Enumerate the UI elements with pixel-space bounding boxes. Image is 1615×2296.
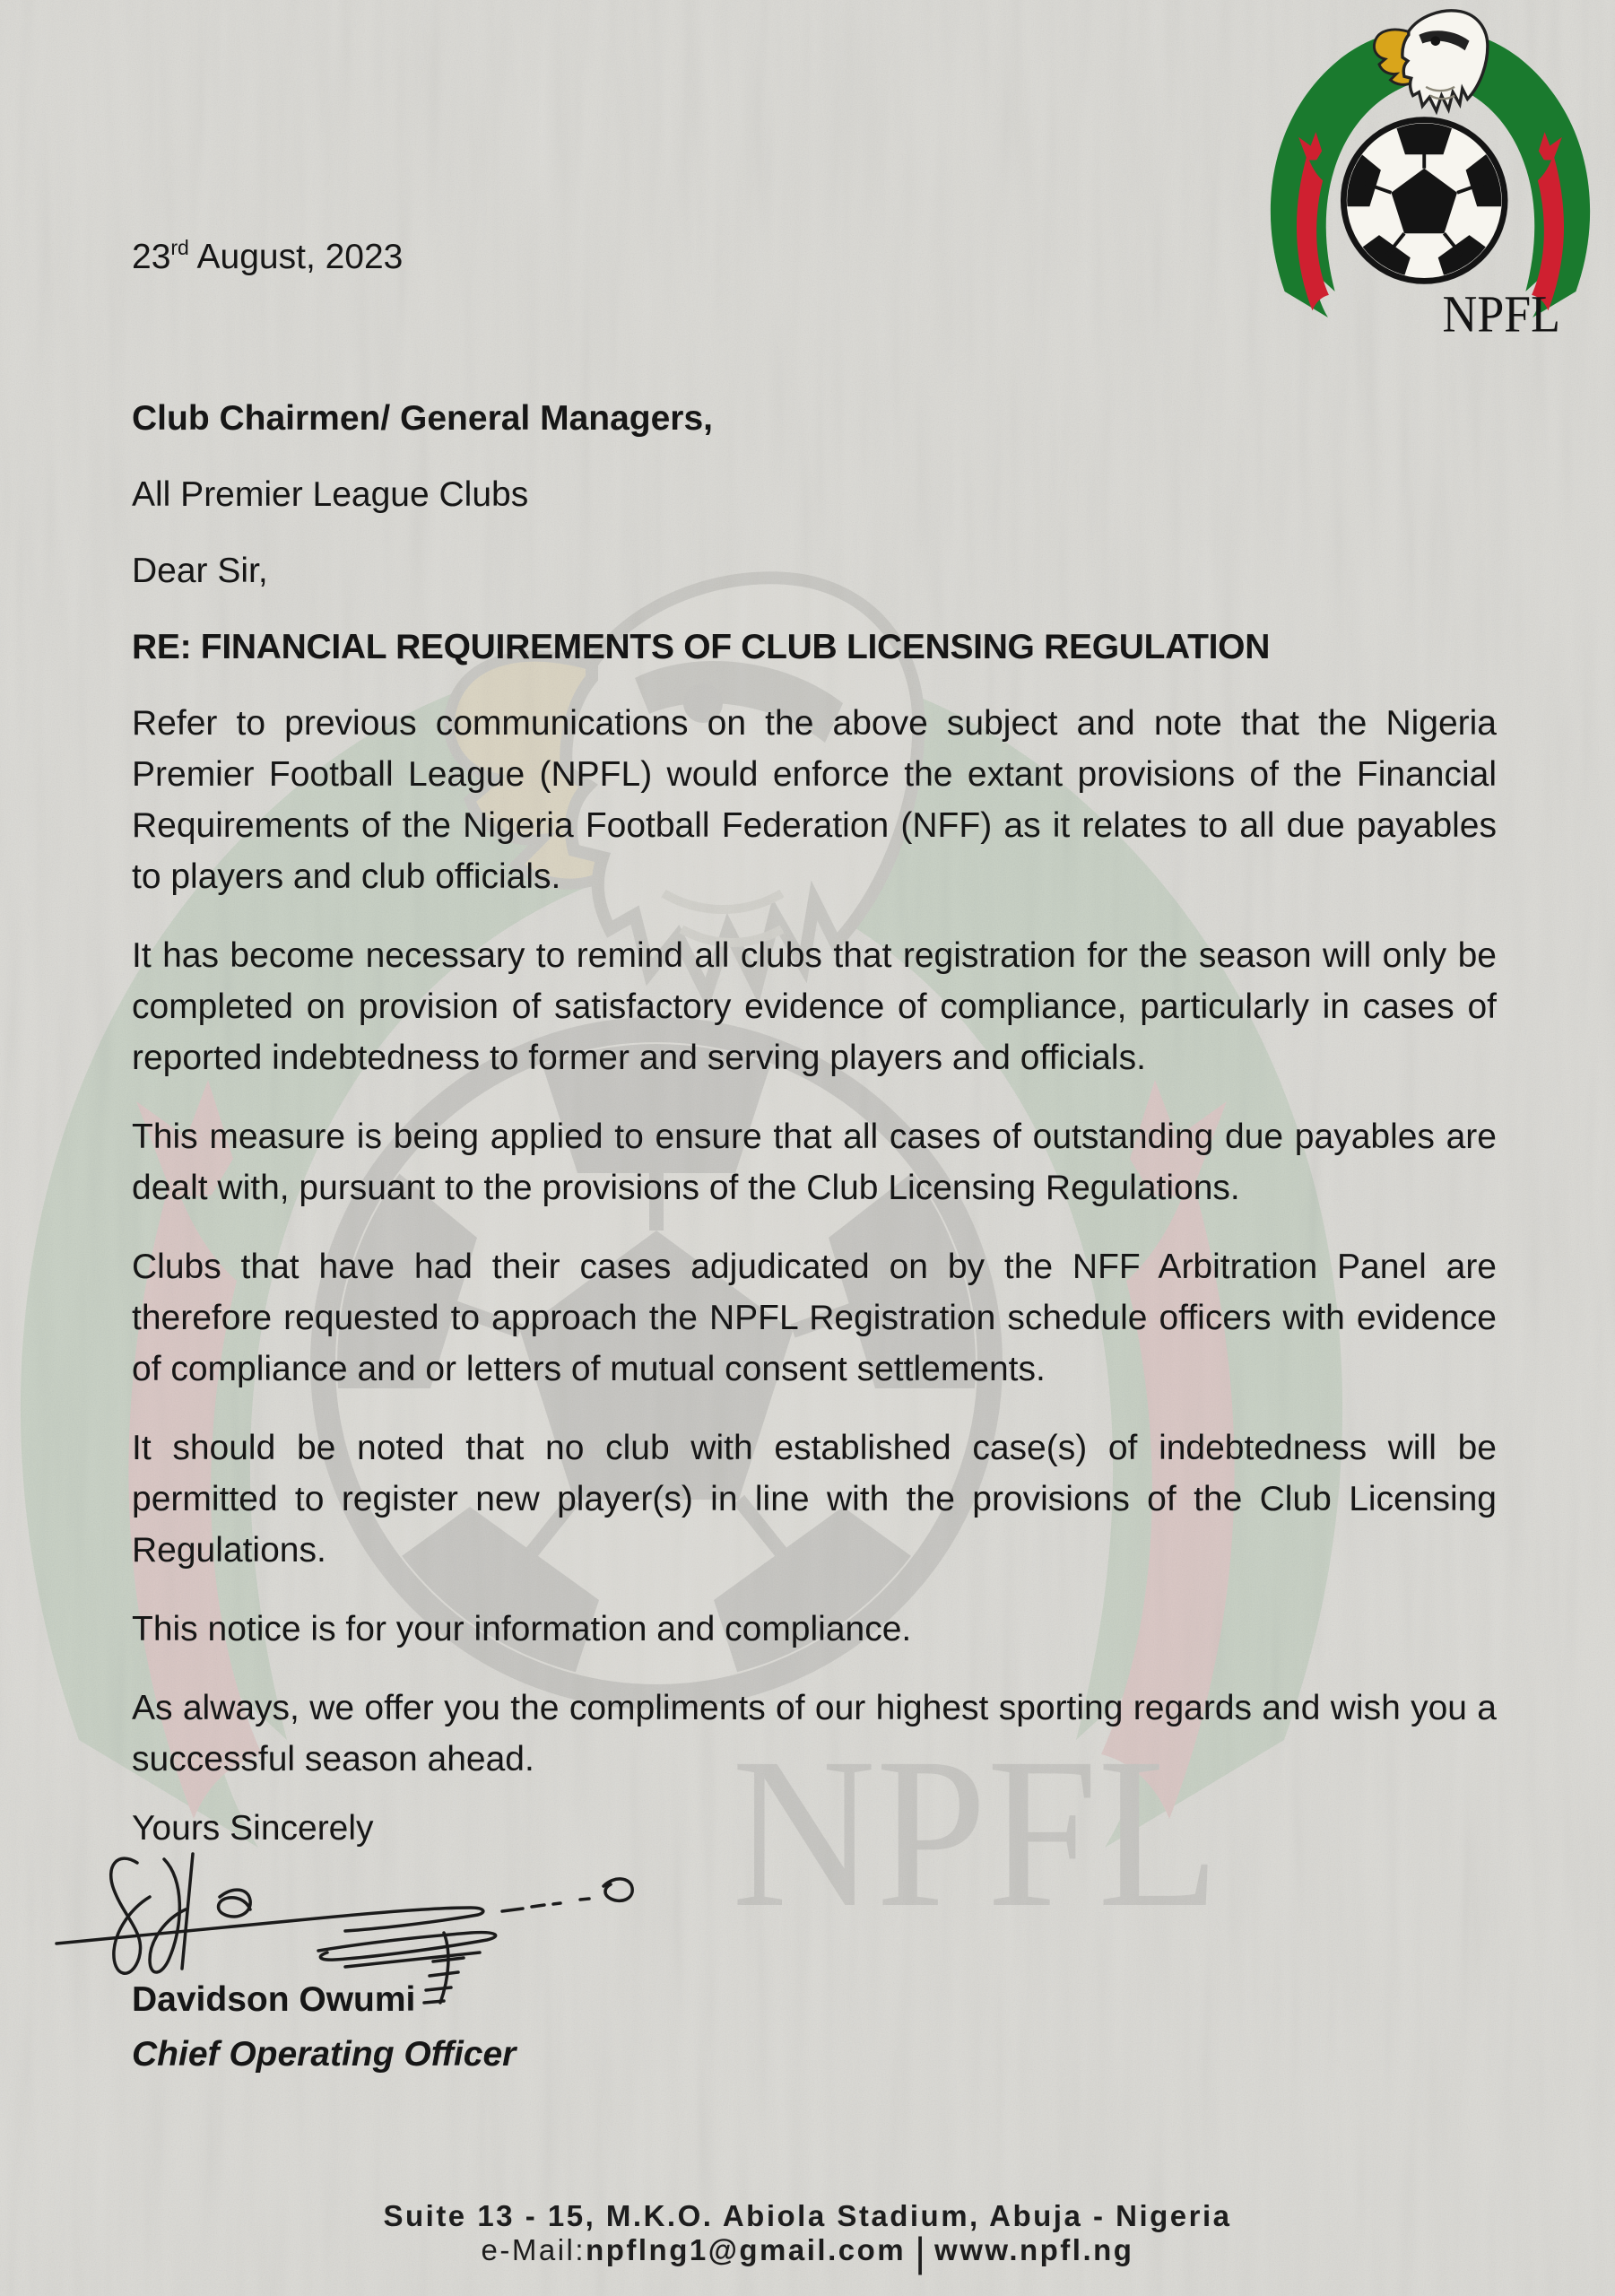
letter-content bbox=[132, 0, 1497, 2080]
date-ordinal: rd bbox=[170, 236, 189, 259]
recipient-org: All Premier League Clubs bbox=[132, 475, 529, 514]
paragraph: It should be noted that no club with established case(s) of indebtedness will be permitted to register new player(s) in line with the provisions of the Club Licensing Regulations. bbox=[132, 1429, 1497, 1570]
signature-scribble bbox=[49, 1843, 677, 2013]
logo-wordmark: NPFL bbox=[1442, 284, 1560, 344]
signatory-name: Davidson Owumi bbox=[132, 1980, 416, 2019]
paragraph: As always, we offer you the compliments of our highest sporting regards and wish you a successful season ahead. bbox=[132, 1689, 1497, 1779]
date bbox=[132, 222, 1497, 283]
paragraph: Refer to previous communications on the above subject and note that the Nigeria Premier Football League (NPFL) would enforce the extant provisions of the Financial Requirements of the Nigeria Football Federation (NFF) as it relates to all due payables to players and club officials. bbox=[132, 704, 1497, 896]
paragraph: Clubs that have had their cases adjudicated on by the NFF Arbitration Panel are therefore requested to approach the NPFL Registration schedule officers with evidence of compliance and or letters of mutual consent settlements. bbox=[132, 1248, 1497, 1388]
paragraph: It has become necessary to remind all clubs that registration for the season will only be completed on provision of satisfactory evidence of compliance, particularly in cases of reported indebtedness to former and serving players and officials. bbox=[132, 936, 1497, 1077]
footer-email-label: e-Mail: bbox=[481, 2233, 586, 2266]
paragraph: This notice is for your information and compliance. bbox=[132, 1610, 912, 1648]
footer bbox=[0, 2199, 1615, 2275]
signature-block bbox=[132, 1854, 1497, 1988]
date-day: 23 bbox=[132, 238, 171, 276]
footer-address: Suite 13 - 15, M.K.O. Abiola Stadium, Abuja - Nigeria bbox=[383, 2199, 1232, 2232]
footer-website: www.npfl.ng bbox=[934, 2233, 1134, 2266]
footer-separator: | bbox=[915, 2229, 926, 2275]
salutation: Dear Sir, bbox=[132, 552, 268, 590]
closing: Yours Sincerely bbox=[132, 1809, 374, 1848]
footer-contact bbox=[0, 2229, 1615, 2275]
footer-email: npflng1@gmail.com bbox=[586, 2233, 907, 2266]
date-rest: August, 2023 bbox=[188, 238, 404, 276]
paragraph: This measure is being applied to ensure that all cases of outstanding due payables are dealt with, pursuant to the provisions of the Club Licensing Regulations. bbox=[132, 1118, 1497, 1207]
recipient-role: Club Chairmen/ General Managers, bbox=[132, 399, 714, 438]
signatory-title: Chief Operating Officer bbox=[132, 2035, 517, 2074]
subject-line: RE: FINANCIAL REQUIREMENTS OF CLUB LICENSING REGULATION bbox=[132, 628, 1271, 666]
